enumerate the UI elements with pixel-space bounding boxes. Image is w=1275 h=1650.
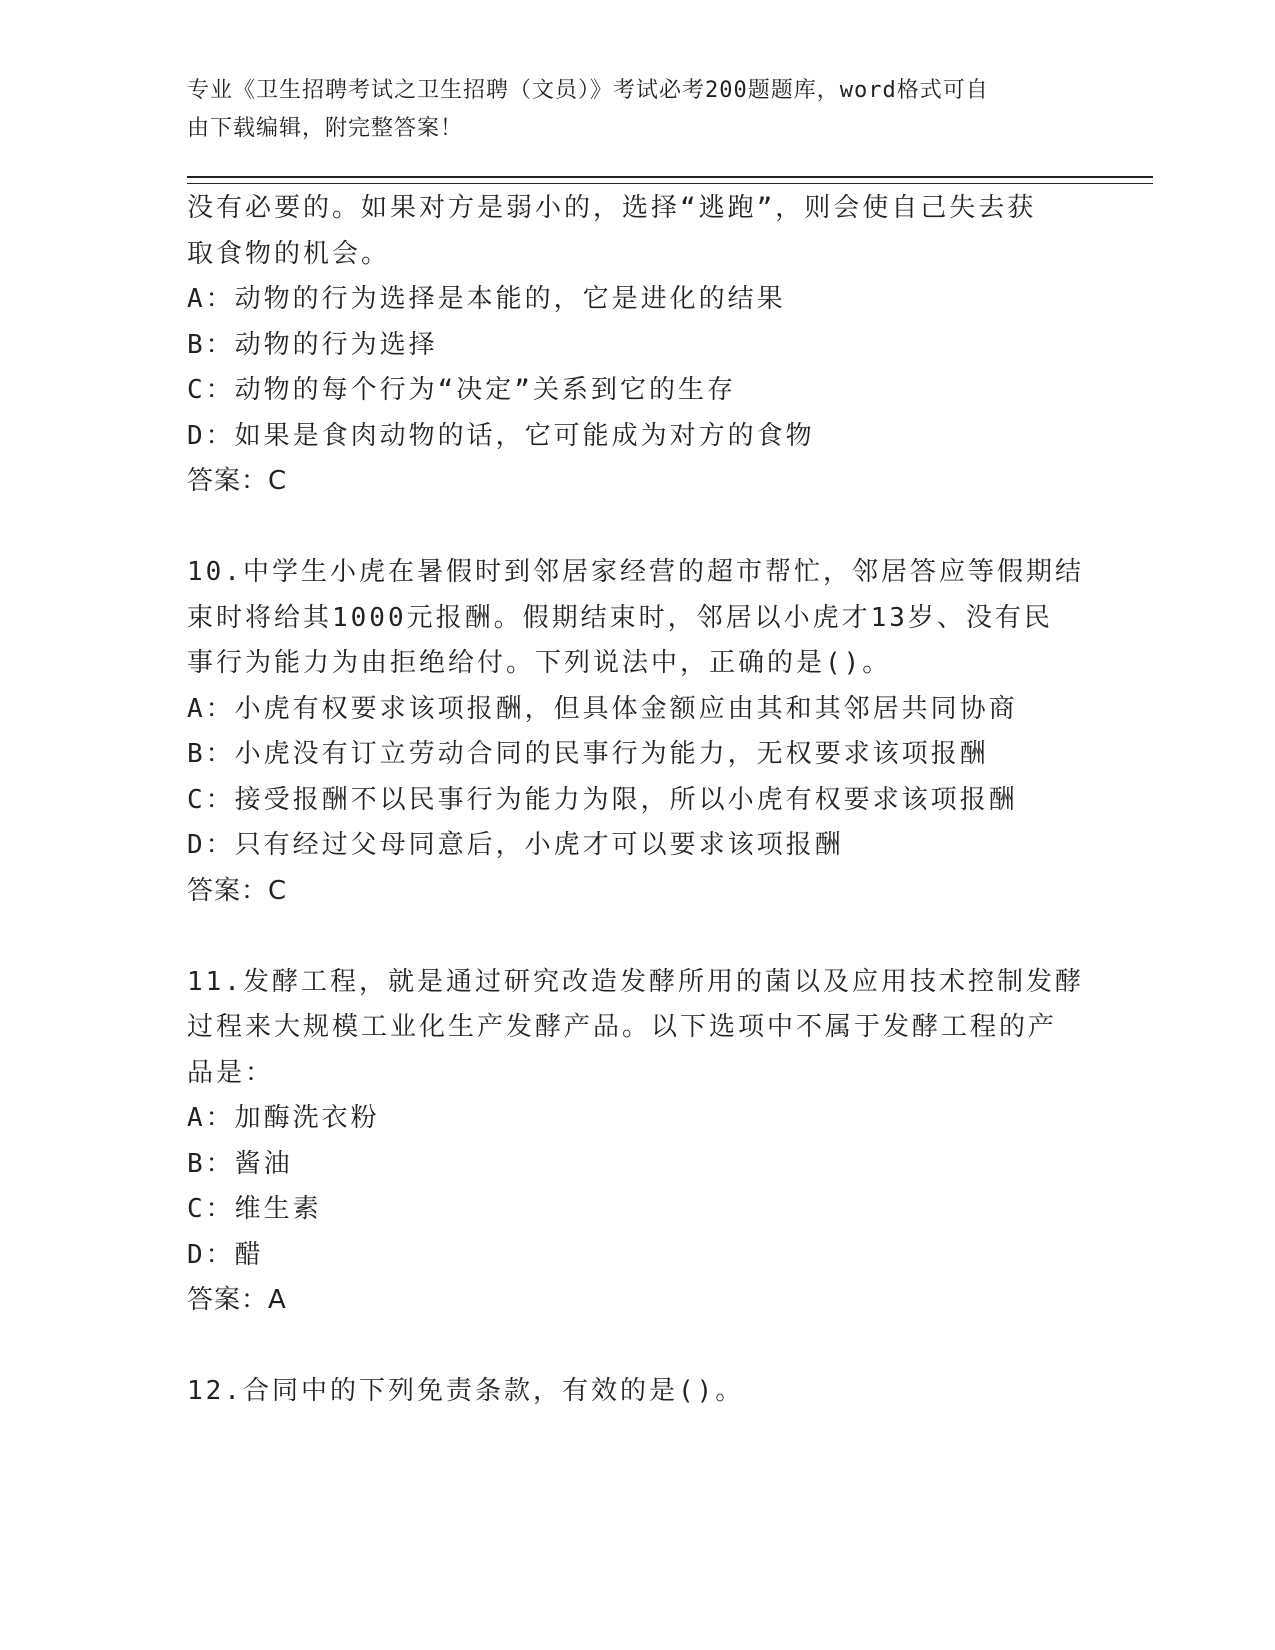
answer-text: 答案：C: [187, 466, 288, 496]
question-11: [187, 960, 1087, 1324]
question-stem-line: 取食物的机会。: [187, 238, 391, 269]
option-c: C：维生素: [187, 1194, 322, 1224]
option-d: D：只有经过父母同意后，小虎才可以要求该项报酬: [187, 830, 844, 860]
option-b: B：动物的行为选择: [187, 329, 438, 360]
question-spacer: [187, 505, 1087, 551]
option-c: C：接受报酬不以民事行为能力为限，所以小虎有权要求该项报酬: [187, 784, 1018, 815]
header-line-2: 由下载编辑，附完整答案！: [187, 116, 464, 141]
option-a: A：动物的行为选择是本能的，它是进化的结果: [187, 284, 786, 314]
question-9: [187, 186, 1087, 505]
question-stem-line: 品是：: [187, 1057, 275, 1088]
option-a: A：加酶洗衣粉: [187, 1103, 380, 1133]
header-line-1: 专业《卫生招聘考试之卫生招聘（文员）》考试必考200题题库，word格式可自: [187, 78, 989, 103]
question-stem-line: 没有必要的。如果对方是弱小的，选择“逃跑”，则会使自己失去获: [187, 193, 1037, 223]
question-spacer: [187, 914, 1087, 960]
question-stem-line: 事行为能力为由拒绝给付。下列说法中，正确的是()。: [187, 648, 892, 678]
header-divider-thick: [187, 176, 1153, 178]
answer-text: 答案：A: [187, 1285, 287, 1315]
document-header: [187, 72, 1067, 148]
question-stem-line: 10.中学生小虎在暑假时到邻居家经营的超市帮忙，邻居答应等假期结: [187, 557, 1084, 587]
option-a: A：小虎有权要求该项报酬，但具体金额应由其和其邻居共同协商: [187, 693, 1018, 724]
header-divider-thin: [187, 183, 1153, 184]
document-page: [187, 0, 1153, 1650]
option-c: C：动物的每个行为“决定”关系到它的生存: [187, 375, 736, 405]
question-stem-line: 12.合同中的下列免责条款，有效的是()。: [187, 1376, 745, 1406]
question-12: [187, 1369, 1087, 1415]
option-d: D：醋: [187, 1239, 264, 1270]
question-spacer: [187, 1324, 1087, 1370]
option-d: D：如果是食肉动物的话，它可能成为对方的食物: [187, 420, 815, 451]
answer-text: 答案：C: [187, 875, 288, 906]
option-b: B：小虎没有订立劳动合同的民事行为能力，无权要求该项报酬: [187, 739, 989, 769]
question-stem-line: 束时将给其1000元报酬。假期结束时，邻居以小虎才13岁、没有民: [187, 602, 1053, 633]
question-stem-line: 过程来大规模工业化生产发酵产品。以下选项中不属于发酵工程的产: [187, 1012, 1058, 1042]
question-list: [187, 186, 1087, 1415]
question-stem-line: 11.发酵工程，就是通过研究改造发酵所用的菌以及应用技术控制发酵: [187, 966, 1084, 997]
question-10: [187, 550, 1087, 914]
option-b: B：酱油: [187, 1148, 293, 1179]
